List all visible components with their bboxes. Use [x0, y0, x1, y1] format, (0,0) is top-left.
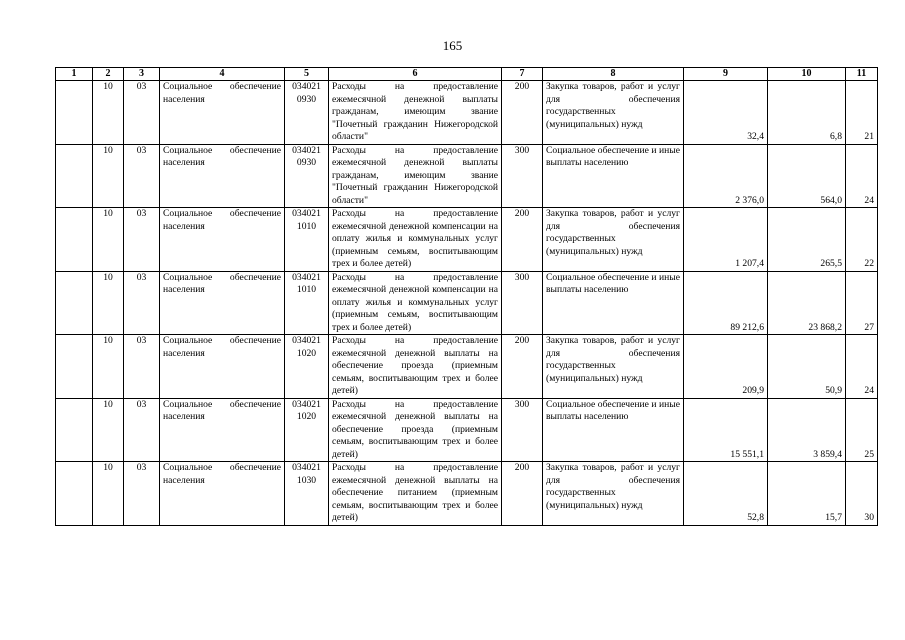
amount-2-cell: 564,0	[768, 144, 846, 208]
target-article-cell: 034021 1010	[285, 271, 329, 335]
percent-cell: 24	[846, 144, 878, 208]
percent-cell: 24	[846, 335, 878, 399]
row-number-cell	[56, 335, 93, 399]
page-number: 165	[442, 38, 463, 53]
target-article-cell: 034021 0930	[285, 81, 329, 145]
section-cell: 10	[93, 208, 124, 272]
subsection-cell: 03	[124, 271, 160, 335]
expense-type-name-cell: Закупка товаров, работ и услуг для обеспечения государственных (муниципальных) нужд	[543, 462, 684, 526]
amount-cell: 2 376,0	[684, 144, 768, 208]
table-row	[56, 144, 878, 208]
table-row	[56, 271, 878, 335]
expense-description-cell: Расходы на предоставление ежемесячной денежной компенсации на оплату жилья и коммунальных услуг (приемным семьям, воспитывающим трех и более детей)	[329, 208, 502, 272]
amount-cell: 15 551,1	[684, 398, 768, 462]
subsection-cell: 03	[124, 398, 160, 462]
subsection-cell: 03	[124, 462, 160, 526]
row-number-cell	[56, 398, 93, 462]
table-row	[56, 81, 878, 145]
budget-table	[55, 67, 878, 526]
table-row	[56, 335, 878, 399]
subsection-cell: 03	[124, 208, 160, 272]
amount-cell: 32,4	[684, 81, 768, 145]
table-row	[56, 398, 878, 462]
column-header-7: 7	[502, 68, 543, 81]
expense-description-cell: Расходы на предоставление ежемесячной денежной выплаты на обеспечение питанием (приемным семьям, воспитывающим трех и более детей)	[329, 462, 502, 526]
expense-description-cell: Расходы на предоставление ежемесячной денежной выплаты гражданам, имеющим звание "Почетный гражданин Нижегородской области"	[329, 81, 502, 145]
section-cell: 10	[93, 398, 124, 462]
expense-type-cell: 300	[502, 398, 543, 462]
column-header-8: 8	[543, 68, 684, 81]
section-cell: 10	[93, 271, 124, 335]
subsection-cell: 03	[124, 81, 160, 145]
target-article-cell: 034021 1020	[285, 335, 329, 399]
amount-2-cell: 15,7	[768, 462, 846, 526]
amount-2-cell: 6,8	[768, 81, 846, 145]
target-article-cell: 034021 0930	[285, 144, 329, 208]
section-name-cell: Социальное обеспечение населения	[160, 398, 285, 462]
expense-type-name-cell: Социальное обеспечение и иные выплаты населению	[543, 144, 684, 208]
amount-cell: 209,9	[684, 335, 768, 399]
amount-cell: 89 212,6	[684, 271, 768, 335]
column-header-10: 10	[768, 68, 846, 81]
header-row	[56, 68, 878, 81]
percent-cell: 27	[846, 271, 878, 335]
expense-type-name-cell: Закупка товаров, работ и услуг для обеспечения государственных (муниципальных) нужд	[543, 208, 684, 272]
section-name-cell: Социальное обеспечение населения	[160, 271, 285, 335]
expense-description-cell: Расходы на предоставление ежемесячной денежной выплаты на обеспечение проезда (приемным семьям, воспитывающим трех и более детей)	[329, 398, 502, 462]
table-row	[56, 462, 878, 526]
section-name-cell: Социальное обеспечение населения	[160, 81, 285, 145]
section-cell: 10	[93, 335, 124, 399]
expense-type-cell: 200	[502, 462, 543, 526]
expense-description-cell: Расходы на предоставление ежемесячной денежной выплаты гражданам, имеющим звание "Почетный гражданин Нижегородской области"	[329, 144, 502, 208]
subsection-cell: 03	[124, 335, 160, 399]
row-number-cell	[56, 271, 93, 335]
expense-description-cell: Расходы на предоставление ежемесячной денежной компенсации на оплату жилья и коммунальных услуг (приемным семьям, воспитывающим трех и более детей)	[329, 271, 502, 335]
section-cell: 10	[93, 462, 124, 526]
amount-2-cell: 3 859,4	[768, 398, 846, 462]
column-header-2: 2	[93, 68, 124, 81]
row-number-cell	[56, 81, 93, 145]
row-number-cell	[56, 208, 93, 272]
column-header-1: 1	[56, 68, 93, 81]
section-cell: 10	[93, 144, 124, 208]
percent-cell: 22	[846, 208, 878, 272]
column-header-11: 11	[846, 68, 878, 81]
table-row	[56, 208, 878, 272]
column-header-6: 6	[329, 68, 502, 81]
percent-cell: 30	[846, 462, 878, 526]
expense-type-name-cell: Социальное обеспечение и иные выплаты населению	[543, 398, 684, 462]
expense-type-cell: 200	[502, 335, 543, 399]
amount-2-cell: 23 868,2	[768, 271, 846, 335]
section-cell: 10	[93, 81, 124, 145]
target-article-cell: 034021 1010	[285, 208, 329, 272]
percent-cell: 25	[846, 398, 878, 462]
expense-type-name-cell: Социальное обеспечение и иные выплаты населению	[543, 271, 684, 335]
target-article-cell: 034021 1030	[285, 462, 329, 526]
subsection-cell: 03	[124, 144, 160, 208]
table-body	[56, 81, 878, 526]
column-header-4: 4	[160, 68, 285, 81]
target-article-cell: 034021 1020	[285, 398, 329, 462]
amount-cell: 52,8	[684, 462, 768, 526]
expense-description-cell: Расходы на предоставление ежемесячной денежной выплаты на обеспечение проезда (приемным семьям, воспитывающим трех и более детей)	[329, 335, 502, 399]
section-name-cell: Социальное обеспечение населения	[160, 208, 285, 272]
section-name-cell: Социальное обеспечение населения	[160, 144, 285, 208]
amount-cell: 1 207,4	[684, 208, 768, 272]
percent-cell: 21	[846, 81, 878, 145]
expense-type-cell: 300	[502, 144, 543, 208]
section-name-cell: Социальное обеспечение населения	[160, 462, 285, 526]
column-header-3: 3	[124, 68, 160, 81]
expense-type-name-cell: Закупка товаров, работ и услуг для обеспечения государственных (муниципальных) нужд	[543, 335, 684, 399]
expense-type-cell: 300	[502, 271, 543, 335]
amount-2-cell: 50,9	[768, 335, 846, 399]
expense-type-cell: 200	[502, 208, 543, 272]
amount-2-cell: 265,5	[768, 208, 846, 272]
expense-type-cell: 200	[502, 81, 543, 145]
row-number-cell	[56, 462, 93, 526]
expense-type-name-cell: Закупка товаров, работ и услуг для обеспечения государственных (муниципальных) нужд	[543, 81, 684, 145]
column-header-9: 9	[684, 68, 768, 81]
column-header-5: 5	[285, 68, 329, 81]
row-number-cell	[56, 144, 93, 208]
section-name-cell: Социальное обеспечение населения	[160, 335, 285, 399]
